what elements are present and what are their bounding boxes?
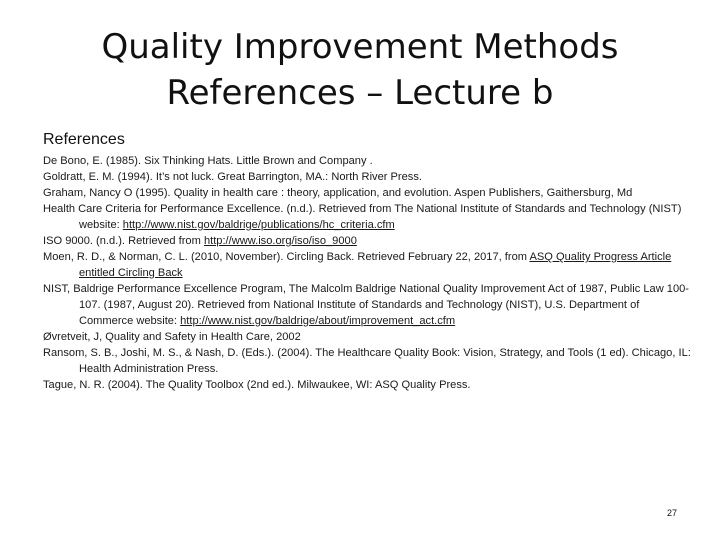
reference-text: Health Care Criteria for Performance Excellence. (n.d.). Retrieved from The National Institute of Standards and Technology (NIST) website: <box>43 203 682 231</box>
reference-item <box>43 329 693 345</box>
reference-text: Øvretveit, J, Quality and Safety in Health Care, 2002 <box>43 331 301 343</box>
reference-text: Ransom, S. B., Joshi, M. S., & Nash, D. (Eds.). (2004). The Healthcare Quality Book: Vision, Strategy, and Tools (1 ed). Chicago, IL: Health Administration Press. <box>43 347 691 375</box>
reference-text: ISO 9000. (n.d.). Retrieved from <box>43 235 204 247</box>
reference-item <box>43 201 693 233</box>
reference-item <box>43 249 693 281</box>
slide-title <box>40 24 680 116</box>
reference-link[interactable]: http://www.iso.org/iso/iso_9000 <box>203 235 357 247</box>
reference-item <box>43 185 693 201</box>
reference-text: Moen, R. D., & Norman, C. L. (2010, November). Circling Back. Retrieved February 22, 2017, from <box>43 251 530 263</box>
page-number: 27 <box>666 508 677 518</box>
reference-item <box>43 153 693 169</box>
references-heading: References <box>43 131 125 148</box>
references-section <box>43 130 693 393</box>
reference-text: Goldratt, E. M. (1994). It’s not luck. Great Barrington, MA.: North River Press. <box>43 171 422 183</box>
reference-item <box>43 169 693 185</box>
reference-link[interactable]: ASQ Quality Progress Article entitled Circling Back <box>79 251 672 279</box>
reference-text: Tague, N. R. (2004). The Quality Toolbox (2nd ed.). Milwaukee, WI: ASQ Quality Press. <box>43 379 471 391</box>
reference-list <box>43 153 693 393</box>
slide-title-line-2: References – Lecture b <box>166 73 554 113</box>
reference-text: Graham, Nancy O (1995). Quality in health care : theory, application, and evolution. Aspen Publishers, Gaithersburg, Md <box>43 187 633 199</box>
reference-item <box>43 233 693 249</box>
reference-link[interactable]: http://www.nist.gov/baldrige/publications/hc_criteria.cfm <box>122 219 395 231</box>
reference-link[interactable]: http://www.nist.gov/baldrige/about/improvement_act.cfm <box>180 315 456 327</box>
reference-item <box>43 345 693 377</box>
slide-title-line-1: Quality Improvement Methods <box>101 27 619 67</box>
reference-text: NIST, Baldrige Performance Excellence Program, The Malcolm Baldrige National Quality Improvement Act of 1987, Public Law 100-107. (1987, August 20). Retrieved from National Institute of Standards and Technology (NIST), U.S. Department of Commerce website: <box>43 283 689 327</box>
reference-text: De Bono, E. (1985). Six Thinking Hats. Little Brown and Company . <box>43 155 373 167</box>
reference-item <box>43 377 693 393</box>
reference-item <box>43 281 693 329</box>
